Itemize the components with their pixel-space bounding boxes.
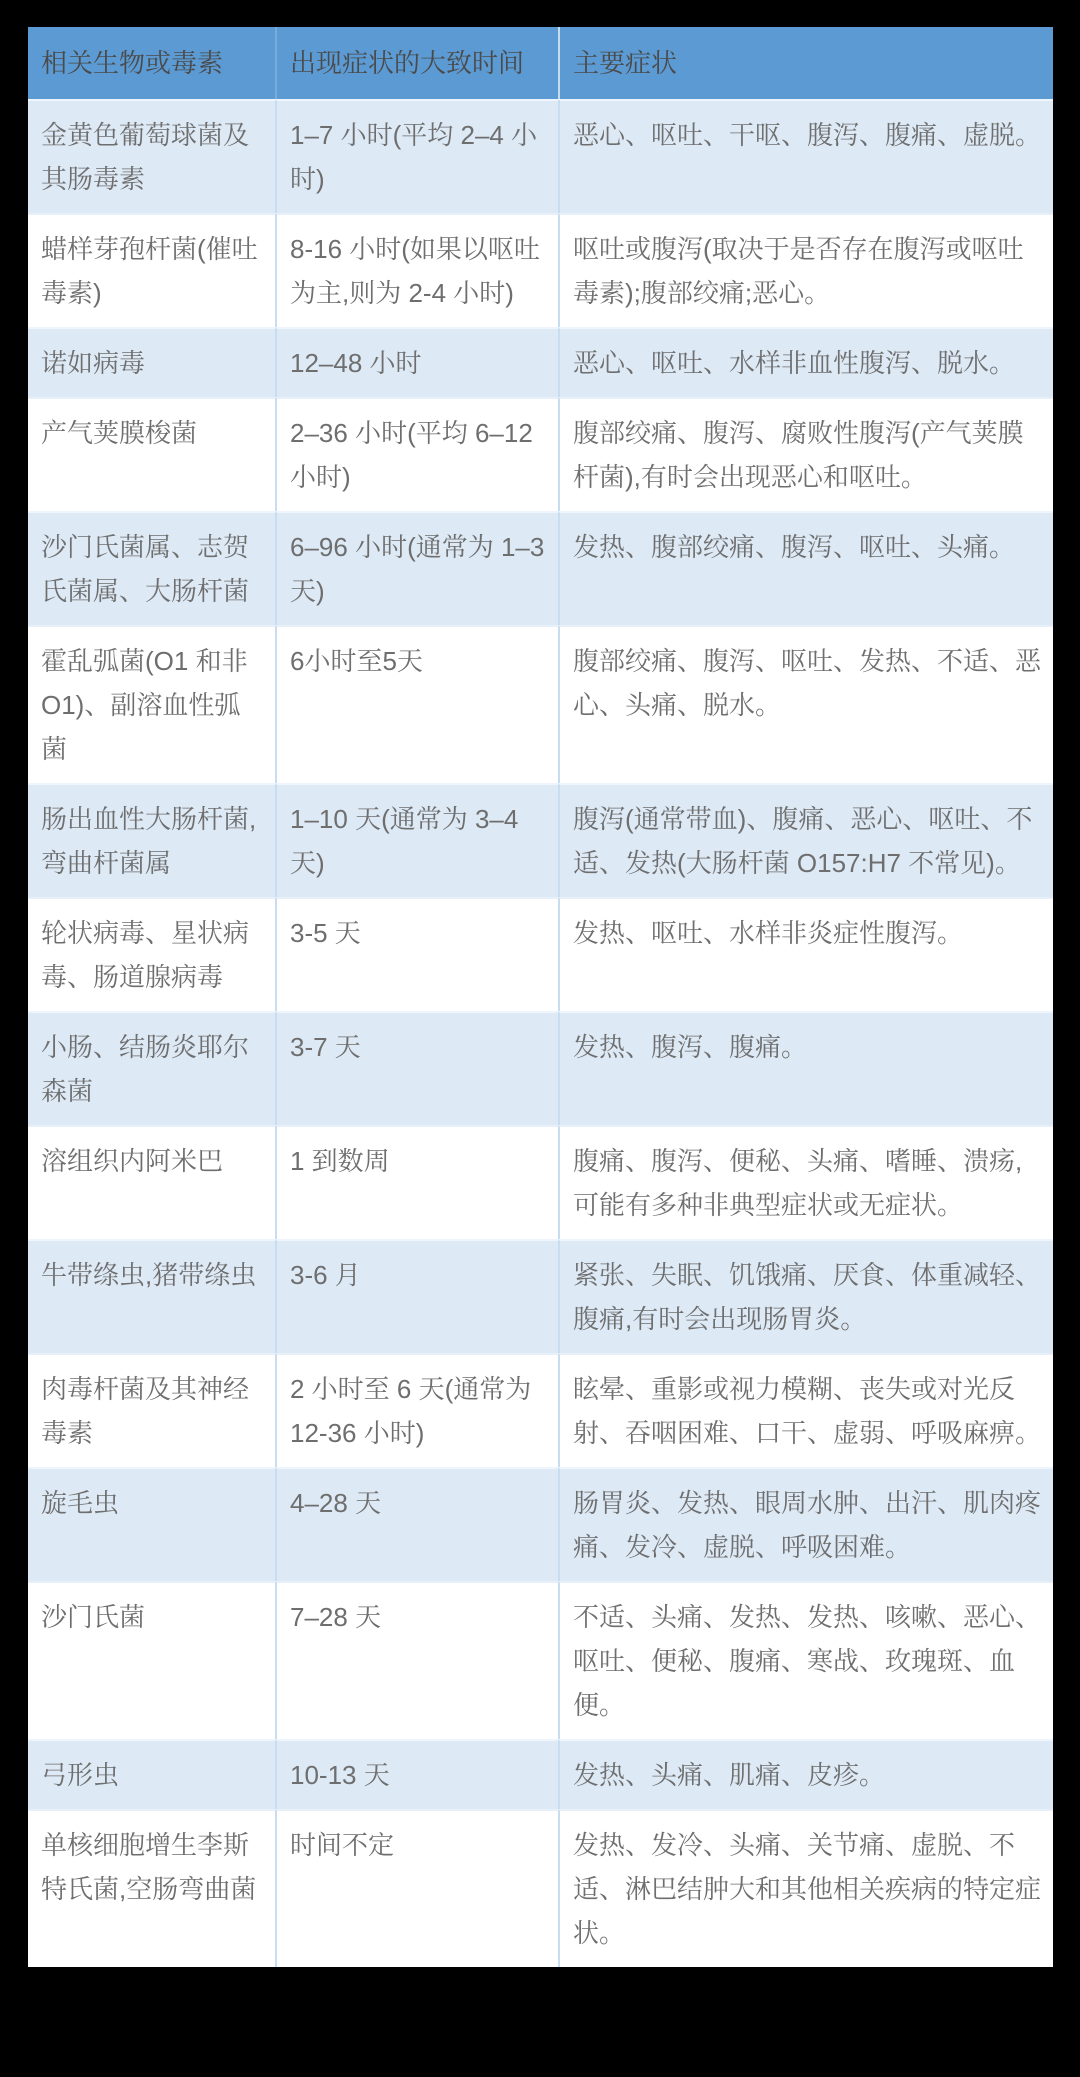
table-row: [28, 1125, 1053, 1239]
cell-symptoms: 发热、呕吐、水样非炎症性腹泻。: [558, 897, 1053, 1011]
cell-time: 3-5 天: [275, 897, 558, 1011]
cell-time: 1–10 天(通常为 3–4 天): [275, 783, 558, 897]
table-row: [28, 99, 1053, 213]
cell-time: 1 到数周: [275, 1125, 558, 1239]
cell-symptoms: 腹部绞痛、腹泻、呕吐、发热、不适、恶心、头痛、脱水。: [558, 625, 1053, 783]
column-header-time: 出现症状的大致时间: [275, 27, 558, 99]
table-row: [28, 1239, 1053, 1353]
cell-organism: 霍乱弧菌(O1 和非 O1)、副溶血性弧菌: [28, 625, 275, 783]
cell-organism: 蜡样芽孢杆菌(催吐毒素): [28, 213, 275, 327]
cell-symptoms: 呕吐或腹泻(取决于是否存在腹泻或呕吐毒素);腹部绞痛;恶心。: [558, 213, 1053, 327]
cell-time: 6小时至5天: [275, 625, 558, 783]
cell-symptoms: 发热、头痛、肌痛、皮疹。: [558, 1739, 1053, 1809]
cell-time: 1–7 小时(平均 2–4 小时): [275, 99, 558, 213]
cell-time: 6–96 小时(通常为 1–3 天): [275, 511, 558, 625]
cell-organism: 肠出血性大肠杆菌,弯曲杆菌属: [28, 783, 275, 897]
column-header-organism: 相关生物或毒素: [28, 27, 275, 99]
cell-time: 12–48 小时: [275, 327, 558, 397]
cell-symptoms: 腹泻(通常带血)、腹痛、恶心、呕吐、不适、发热(大肠杆菌 O157:H7 不常见)。: [558, 783, 1053, 897]
table-row: [28, 1581, 1053, 1739]
cell-organism: 肉毒杆菌及其神经毒素: [28, 1353, 275, 1467]
cell-organism: 旋毛虫: [28, 1467, 275, 1581]
cell-time: 2 小时至 6 天(通常为 12-36 小时): [275, 1353, 558, 1467]
cell-organism: 产气荚膜梭菌: [28, 397, 275, 511]
table-row: [28, 397, 1053, 511]
cell-organism: 弓形虫: [28, 1739, 275, 1809]
cell-symptoms: 发热、腹部绞痛、腹泻、呕吐、头痛。: [558, 511, 1053, 625]
cell-symptoms: 紧张、失眠、饥饿痛、厌食、体重减轻、腹痛,有时会出现肠胃炎。: [558, 1239, 1053, 1353]
cell-time: 时间不定: [275, 1809, 558, 1967]
cell-organism: 小肠、结肠炎耶尔森菌: [28, 1011, 275, 1125]
table-row: [28, 783, 1053, 897]
pathogen-symptom-table: [28, 27, 1053, 1967]
cell-symptoms: 不适、头痛、发热、发热、咳嗽、恶心、呕吐、便秘、腹痛、寒战、玫瑰斑、血便。: [558, 1581, 1053, 1739]
table-row: [28, 897, 1053, 1011]
table-body: [28, 99, 1053, 1967]
table-row: [28, 625, 1053, 783]
table-header: [28, 27, 1053, 99]
pathogen-symptom-table-container: [28, 27, 1053, 1967]
table-row: [28, 511, 1053, 625]
table-row: [28, 1353, 1053, 1467]
cell-symptoms: 发热、发冷、头痛、关节痛、虚脱、不适、淋巴结肿大和其他相关疾病的特定症状。: [558, 1809, 1053, 1967]
cell-time: 2–36 小时(平均 6–12 小时): [275, 397, 558, 511]
table-row: [28, 1011, 1053, 1125]
cell-organism: 沙门氏菌: [28, 1581, 275, 1739]
cell-organism: 单核细胞增生李斯特氏菌,空肠弯曲菌: [28, 1809, 275, 1967]
cell-symptoms: 腹痛、腹泻、便秘、头痛、嗜睡、溃疡,可能有多种非典型症状或无症状。: [558, 1125, 1053, 1239]
cell-time: 10-13 天: [275, 1739, 558, 1809]
cell-organism: 溶组织内阿米巴: [28, 1125, 275, 1239]
cell-time: 3-6 月: [275, 1239, 558, 1353]
cell-symptoms: 发热、腹泻、腹痛。: [558, 1011, 1053, 1125]
cell-symptoms: 眩晕、重影或视力模糊、丧失或对光反射、吞咽困难、口干、虚弱、呼吸麻痹。: [558, 1353, 1053, 1467]
cell-organism: 牛带绦虫,猪带绦虫: [28, 1239, 275, 1353]
cell-symptoms: 腹部绞痛、腹泻、腐败性腹泻(产气荚膜杆菌),有时会出现恶心和呕吐。: [558, 397, 1053, 511]
column-header-symptoms: 主要症状: [558, 27, 1053, 99]
table-row: [28, 1467, 1053, 1581]
cell-time: 7–28 天: [275, 1581, 558, 1739]
table-row: [28, 1809, 1053, 1967]
cell-organism: 沙门氏菌属、志贺氏菌属、大肠杆菌: [28, 511, 275, 625]
cell-organism: 轮状病毒、星状病毒、肠道腺病毒: [28, 897, 275, 1011]
table-row: [28, 327, 1053, 397]
cell-organism: 金黄色葡萄球菌及其肠毒素: [28, 99, 275, 213]
cell-time: 8-16 小时(如果以呕吐为主,则为 2-4 小时): [275, 213, 558, 327]
cell-symptoms: 肠胃炎、发热、眼周水肿、出汗、肌肉疼痛、发冷、虚脱、呼吸困难。: [558, 1467, 1053, 1581]
cell-time: 3-7 天: [275, 1011, 558, 1125]
table-row: [28, 1739, 1053, 1809]
header-row: [28, 27, 1053, 99]
cell-organism: 诺如病毒: [28, 327, 275, 397]
cell-time: 4–28 天: [275, 1467, 558, 1581]
cell-symptoms: 恶心、呕吐、水样非血性腹泻、脱水。: [558, 327, 1053, 397]
table-row: [28, 213, 1053, 327]
cell-symptoms: 恶心、呕吐、干呕、腹泻、腹痛、虚脱。: [558, 99, 1053, 213]
